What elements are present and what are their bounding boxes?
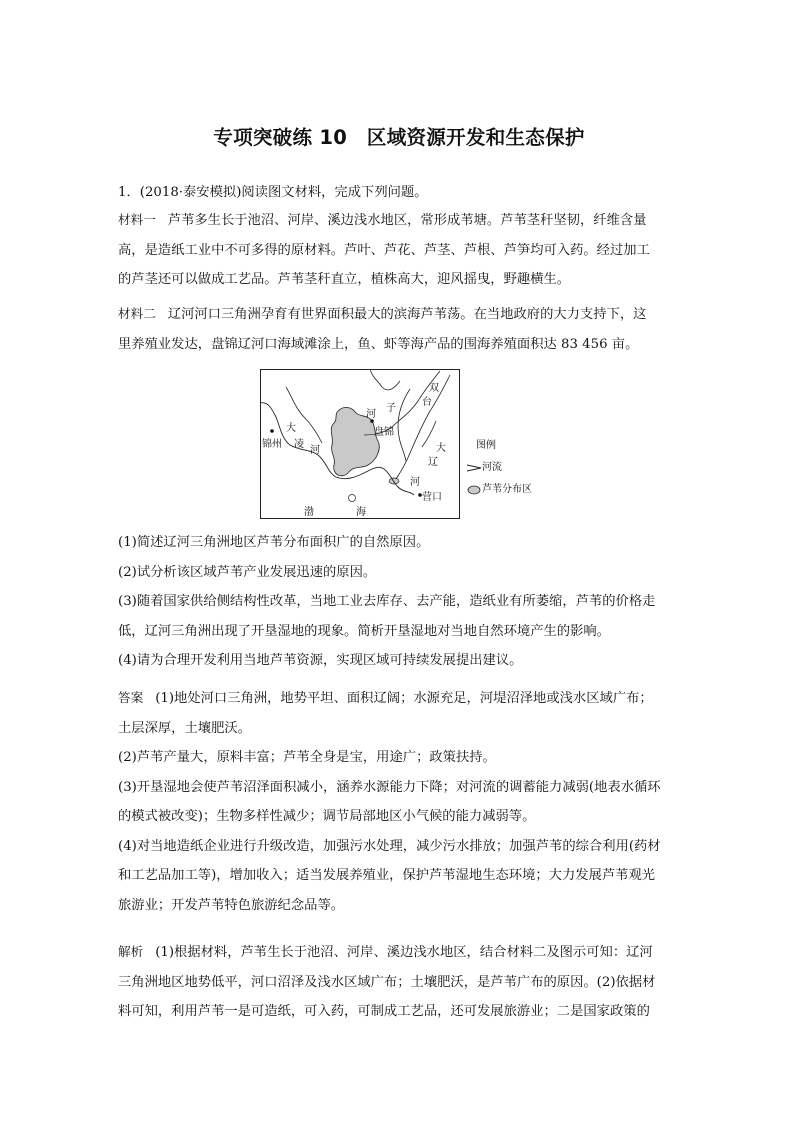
question-intro-text: 1．(2018·泰安模拟)阅读图文材料，完成下列问题。 bbox=[118, 185, 428, 200]
analysis-section bbox=[118, 937, 680, 1027]
answer-line-7: 和工艺品加工等)，增加收入；适当发展养殖业，保护芦苇湿地生态环境；大力发展芦苇观光 bbox=[118, 868, 656, 883]
answer-line-3: (2)芦苇产量大，原料丰富；芦苇全身是宝，用途广；政策扶持。 bbox=[118, 750, 496, 765]
question-1: (1)简述辽河三角洲地区芦苇分布面积广的自然原因。 bbox=[118, 535, 430, 550]
reed-patch-1 bbox=[389, 478, 399, 484]
material-two-line-1 bbox=[118, 299, 680, 330]
jinzhou-dot bbox=[270, 429, 274, 433]
map-legend bbox=[466, 435, 546, 501]
answer-line-1 bbox=[118, 683, 680, 714]
analysis-label: 解析 bbox=[118, 944, 144, 959]
analysis-line-1 bbox=[118, 937, 680, 968]
analysis-line-3: 料可知，利用芦苇一是可造纸，可入药，可制成工艺品，还可发展旅游业；二是国家政策的 bbox=[118, 1004, 650, 1019]
legend-reed-row bbox=[466, 479, 546, 501]
liaohe-delta-map bbox=[260, 369, 460, 519]
map-label-jinzhou: 锦州 bbox=[262, 439, 282, 450]
map-label-yingkou: 营口 bbox=[422, 492, 442, 503]
answer-line-6: (4)对当地造纸企业进行升级改造，加强污水处理，减少污水排放；加强芦苇的综合利用(药材 bbox=[118, 838, 661, 854]
reed-patch-2 bbox=[349, 495, 356, 502]
analysis-line-2: 三角洲地区地势低平，河口沼泽及浅水区域广布；土壤肥沃，是芦苇广布的原因。(2)依据材 bbox=[118, 974, 656, 990]
material-one-text-1: 芦苇多生长于池沼、河岸、溪边浅水地区，常形成苇塘。芦苇茎秆坚韧，纤维含量 bbox=[167, 213, 647, 228]
analysis-text-1: (1)根据材料，芦苇生长于池沼、河岸、溪边浅水地区，结合材料二及图示可知：辽河 bbox=[155, 945, 653, 960]
answer-text-1: (1)地处河口三角洲，地势平坦、面积辽阔；水源充足，河堤沼泽地或浅水区域广布； bbox=[155, 691, 653, 706]
map-label-tai: 台 bbox=[422, 397, 432, 408]
answer-section bbox=[118, 683, 680, 920]
question-3-line-1: (3)随着国家供给侧结构性改革，当地工业去库存、去产能，造纸业有所萎缩，芦苇的价格走 bbox=[118, 594, 656, 609]
material-two bbox=[118, 299, 680, 359]
answer-line-4: (3)开垦湿地会使芦苇沼泽面积减小，涵养水源能力下降；对河流的调蓄能力减弱(地表水循环 bbox=[118, 779, 661, 795]
answer-line-8: 旅游业；开发芦苇特色旅游纪念品等。 bbox=[118, 897, 345, 913]
material-two-line-2: 里养殖业发达，盘锦辽河口海域滩涂上，鱼、虾等海产品的围海养殖面积达 83 456 亩。 bbox=[118, 336, 639, 352]
map-label-zi: 子 bbox=[386, 403, 396, 414]
legend-title: 图例 bbox=[476, 440, 496, 451]
answer-line-2: 土层深厚，土壤肥沃。 bbox=[118, 720, 251, 736]
answer-line-5: 的模式被改变)；生物多样性减少；调节局部地区小气候的能力减弱等。 bbox=[118, 809, 536, 824]
material-one-line-1 bbox=[118, 205, 680, 236]
map-label-panjin: 盘锦 bbox=[374, 427, 394, 438]
river-symbol-icon bbox=[466, 463, 482, 473]
question-2: (2)试分析该区域芦苇产业发展迅速的原因。 bbox=[118, 564, 377, 580]
material-one bbox=[118, 205, 680, 295]
legend-river-row bbox=[466, 457, 546, 479]
material-one-label: 材料一 bbox=[118, 212, 156, 227]
map-label-he2: 河 bbox=[310, 445, 320, 456]
question-intro bbox=[118, 178, 680, 208]
map-label-he3: 河 bbox=[410, 477, 420, 488]
map-label-he1: 河 bbox=[366, 409, 376, 420]
map-label-da2: 大 bbox=[436, 443, 446, 454]
map-label-bo: 渤 bbox=[304, 507, 314, 518]
reed-symbol-icon bbox=[466, 485, 482, 495]
material-one-line-3: 的芦茎还可以做成工艺品。芦苇茎秆直立，植株高大，迎风摇曳，野趣横生。 bbox=[118, 272, 571, 287]
question-3-line-2: 低，辽河三角洲出现了开垦湿地的现象。简析开垦湿地对当地自然环境产生的影响。 bbox=[118, 623, 610, 639]
map-label-ling: 凌 bbox=[294, 439, 304, 450]
legend-river-label: 河流 bbox=[482, 462, 502, 473]
map-label-shuang: 双 bbox=[429, 383, 439, 394]
question-4: (4)请为合理开发利用当地芦苇资源，实现区域可持续发展提出建议。 bbox=[118, 653, 523, 668]
material-two-text-1: 辽河河口三角洲孕育有世界面积最大的滨海芦苇荡。在当地政府的大力支持下，这 bbox=[167, 307, 647, 322]
map-label-hai: 海 bbox=[356, 507, 366, 518]
material-two-label: 材料二 bbox=[118, 306, 156, 321]
map-label-da1: 大 bbox=[286, 423, 296, 434]
map-label-liao: 辽 bbox=[428, 457, 438, 468]
material-one-line-2: 高，是造纸工业中不可多得的原材料。芦叶、芦花、芦茎、芦根、芦笋均可入药。经过加工 bbox=[118, 242, 650, 258]
question-list bbox=[118, 528, 680, 676]
answer-label: 答案 bbox=[118, 690, 144, 705]
legend-reed-label: 芦苇分布区 bbox=[482, 484, 532, 495]
page-title: 专项突破练 10 区域资源开发和生态保护 bbox=[213, 126, 585, 149]
